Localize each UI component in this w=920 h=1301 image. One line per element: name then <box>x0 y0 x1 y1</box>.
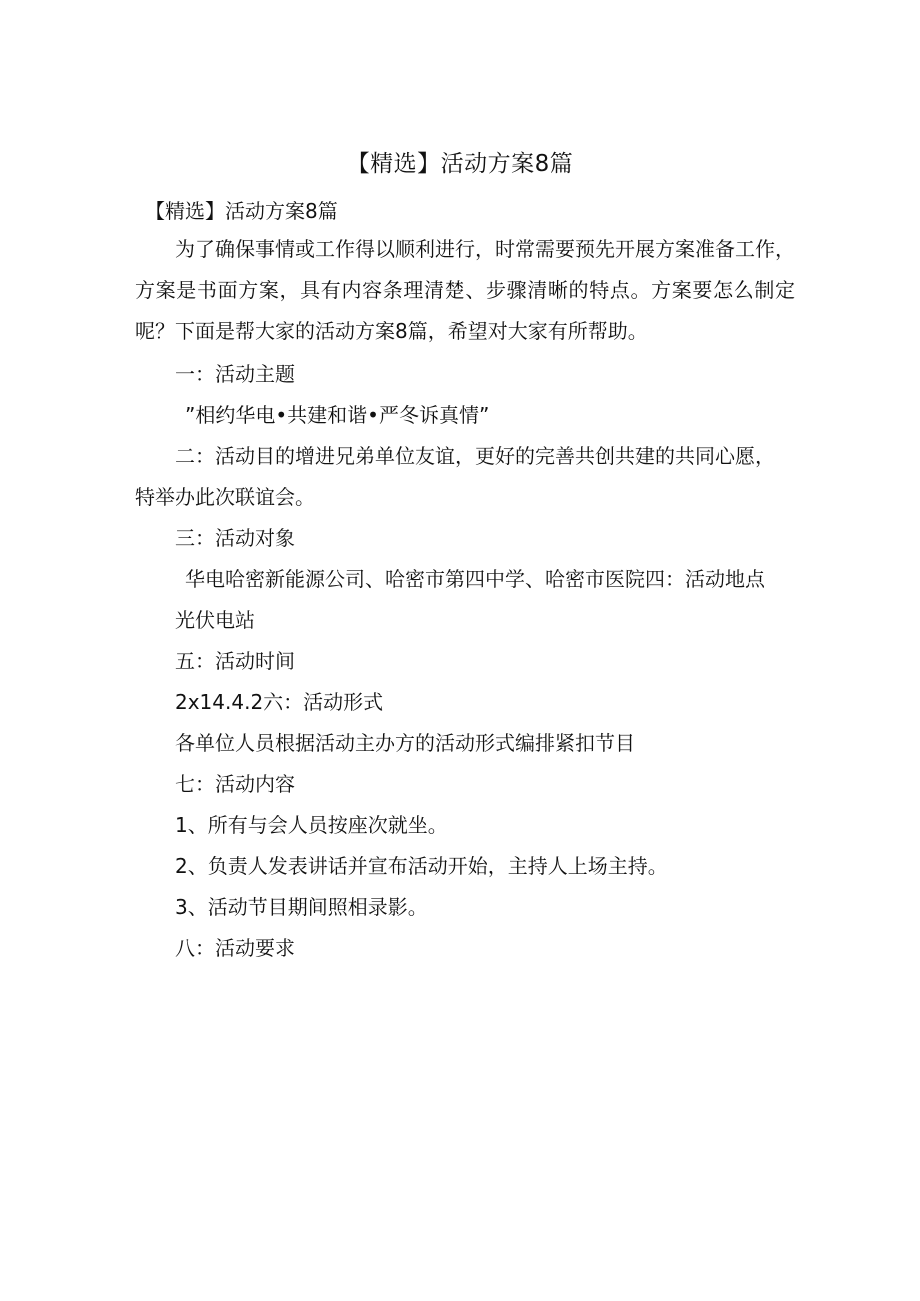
section-7-item-1: 1、所有与会人员按座次就坐。 <box>175 813 448 837</box>
section-2-line-2: 特举办此次联谊会。 <box>135 485 315 509</box>
document-subtitle: 【精选】活动方案8篇 <box>145 199 338 223</box>
section-7-heading: 七：活动内容 <box>175 772 295 796</box>
section-2-line-1: 二：活动目的增进兄弟单位友谊，更好的完善共创共建的共同心愿， <box>175 444 775 468</box>
section-5-body: 2x14.4.2六：活动形式 <box>175 690 384 714</box>
section-3-heading: 三：活动对象 <box>175 526 295 550</box>
section-7-item-2: 2、负责人发表讲话并宣布活动开始，主持人上场主持。 <box>175 854 668 878</box>
section-3-body: 华电哈密新能源公司、哈密市第四中学、哈密市医院四：活动地点 <box>185 567 765 591</box>
document-title: 【精选】活动方案8篇 <box>346 151 574 177</box>
section-1-body: ”相约华电•共建和谐•严冬诉真情” <box>185 403 490 427</box>
section-6-body: 各单位人员根据活动主办方的活动形式编排紧扣节目 <box>175 731 635 755</box>
section-5-heading: 五：活动时间 <box>175 649 295 673</box>
section-4-body: 光伏电站 <box>175 608 255 632</box>
section-7-item-3: 3、活动节目期间照相录影。 <box>175 895 428 919</box>
section-8-heading: 八：活动要求 <box>175 936 295 960</box>
intro-paragraph: 为了确保事情或工作得以顺利进行，时常需要预先开展方案准备工作，方案是书面方案，具有内容条理清楚、步骤清晰的特点。方案要怎么制定呢？下面是帮大家的活动方案8篇，希望对大家有所帮助。 <box>135 237 795 343</box>
section-1-heading: 一：活动主题 <box>175 362 295 386</box>
